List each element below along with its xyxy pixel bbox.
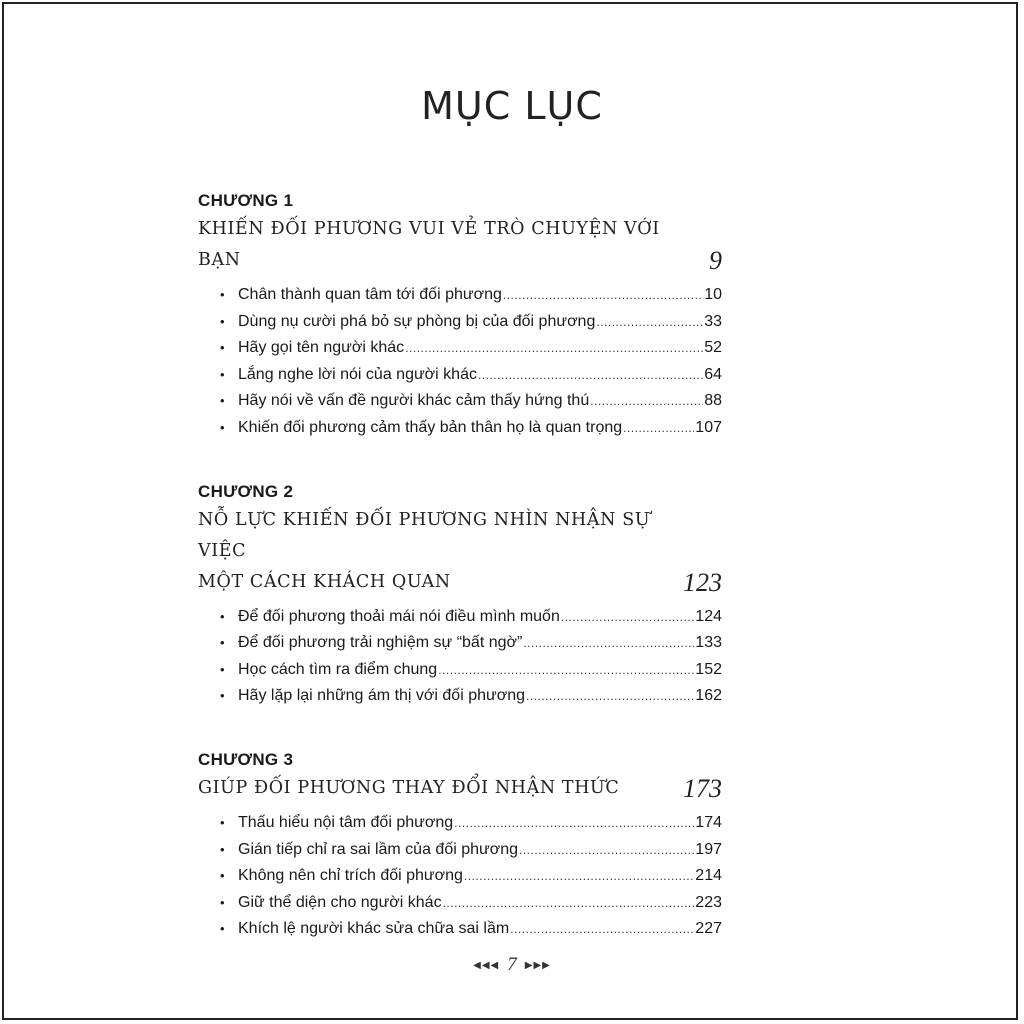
entry-page-number: 107 [695,418,722,436]
bullet-icon: • [220,921,225,937]
chapter-title [198,773,675,804]
table-of-contents [198,188,722,980]
chapter-heading [198,505,722,598]
entry-page-number: 227 [695,920,722,938]
chapter-title-line: NỖ LỰC KHIẾN ĐỐI PHƯƠNG NHÌN NHẬN SỰ VIỆC [198,509,651,561]
entry-title: Chân thành quan tâm tới đối phương [238,286,502,303]
chapter-label: CHƯƠNG 2 [198,481,294,501]
entry-title: Khiến đối phương cảm thấy bản thân họ là quan trọng [238,418,623,436]
chapter-label: CHƯƠNG 1 [198,191,294,210]
toc-entry[interactable] [198,604,722,631]
dot-leader [623,415,694,442]
dot-leader [438,657,694,684]
entry-page-number: 10 [704,286,722,303]
entry-page-number: 223 [695,893,722,911]
bullet-icon: • [220,661,225,677]
toc-entry[interactable] [198,657,722,684]
prev-arrows-icon: ◀◀◀ [473,959,500,971]
entry-page-number: 33 [704,312,722,330]
bullet-icon: • [220,287,225,302]
entry-title: Hãy nói về vấn đề người khác cảm thấy hứng thú [238,392,590,410]
entry-title: Không nên chỉ trích đối phương [238,867,463,885]
page-title: MỤC LỤC [421,84,603,128]
dot-leader [464,863,694,890]
toc-entry[interactable] [198,916,722,943]
chapter-title-line: KHIẾN ĐỐI PHƯƠNG VUI VẺ TRÒ CHUYỆN VỚI BẠN [198,219,660,270]
toc-entry[interactable] [198,388,722,415]
entry-title: Hãy lặp lại những ám thị với đối phương [238,687,525,705]
entry-page-number: 214 [695,867,722,885]
bullet-icon: • [220,608,225,624]
dot-leader [590,388,703,415]
dot-leader [478,362,703,389]
entry-title: Hãy gọi tên người khác [238,339,405,357]
entry-title: Gián tiếp chỉ ra sai lầm của đối phương [238,840,519,858]
dot-leader [443,890,695,917]
chapter-section [198,188,722,442]
entry-page-number: 197 [695,840,722,858]
bullet-icon: • [220,814,225,830]
entry-page-number: 162 [695,687,722,705]
entry-title: Để đối phương thoải mái nói điều mình muốn [238,607,560,625]
entry-title: Thấu hiểu nội tâm đối phương [238,813,454,831]
entry-title: Để đối phương trải nghiệm sự “bất ngờ” [238,634,523,652]
dot-leader [526,683,694,710]
next-arrows-icon: ▶▶▶ [524,959,551,971]
entry-page-number: 174 [695,813,722,831]
bullet-icon: • [220,393,225,409]
toc-entry[interactable] [198,683,722,710]
chapter-title [198,505,675,598]
bullet-icon: • [220,894,225,910]
dot-leader [510,916,694,943]
bullet-icon: • [220,688,225,704]
bullet-icon: • [220,841,225,857]
dot-leader [561,604,694,631]
toc-entry[interactable] [198,282,722,309]
entry-title: Giữ thể diện cho người khác [238,893,442,911]
entry-title: Dùng nụ cười phá bỏ sự phòng bị của đối phương [238,312,596,330]
bullet-icon: • [220,868,225,884]
entry-page-number: 52 [704,339,722,357]
chapter-title-line: MỘT CÁCH KHÁCH QUAN [198,571,451,592]
chapter-title-line: GIÚP ĐỐI PHƯƠNG THAY ĐỔI NHẬN THỨC [198,777,620,798]
toc-entry[interactable] [198,362,722,389]
toc-entry[interactable] [198,890,722,917]
page-footer [0,954,1024,976]
chapter-heading [198,214,722,276]
dot-leader [405,335,703,362]
entry-title: Lắng nghe lời nói của người khác [238,365,477,383]
dot-leader [454,810,694,837]
dot-leader [503,282,703,309]
bullet-icon: • [220,635,225,651]
entry-page-number: 88 [704,392,722,410]
entry-page-number: 152 [695,660,722,678]
page-number: 7 [507,954,517,975]
chapter-page-number: 173 [683,773,722,803]
bullet-icon: • [220,340,225,356]
dot-leader [596,309,703,336]
entry-list [198,282,722,442]
toc-entry[interactable] [198,309,722,336]
entry-page-number: 64 [704,365,722,383]
dot-leader [519,837,694,864]
toc-entry[interactable] [198,863,722,890]
entry-list [198,810,722,943]
dot-leader [523,630,694,657]
entry-page-number: 124 [695,607,722,625]
chapter-page-number: 9 [709,246,722,275]
chapter-section [198,747,722,943]
toc-entry[interactable] [198,335,722,362]
toc-entry[interactable] [198,837,722,864]
bullet-icon: • [220,366,225,382]
bullet-icon: • [220,313,225,329]
chapter-section [198,479,722,710]
entry-list [198,604,722,710]
chapter-heading [198,773,722,804]
chapter-label: CHƯƠNG 3 [198,749,294,769]
entry-page-number: 133 [695,634,722,652]
toc-entry[interactable] [198,810,722,837]
entry-title: Khích lệ người khác sửa chữa sai lầm [238,920,510,938]
chapter-title [198,214,701,276]
toc-entry[interactable] [198,415,722,442]
entry-title: Học cách tìm ra điểm chung [238,660,438,678]
toc-entry[interactable] [198,630,722,657]
bullet-icon: • [220,419,225,435]
chapter-page-number: 123 [683,567,722,597]
